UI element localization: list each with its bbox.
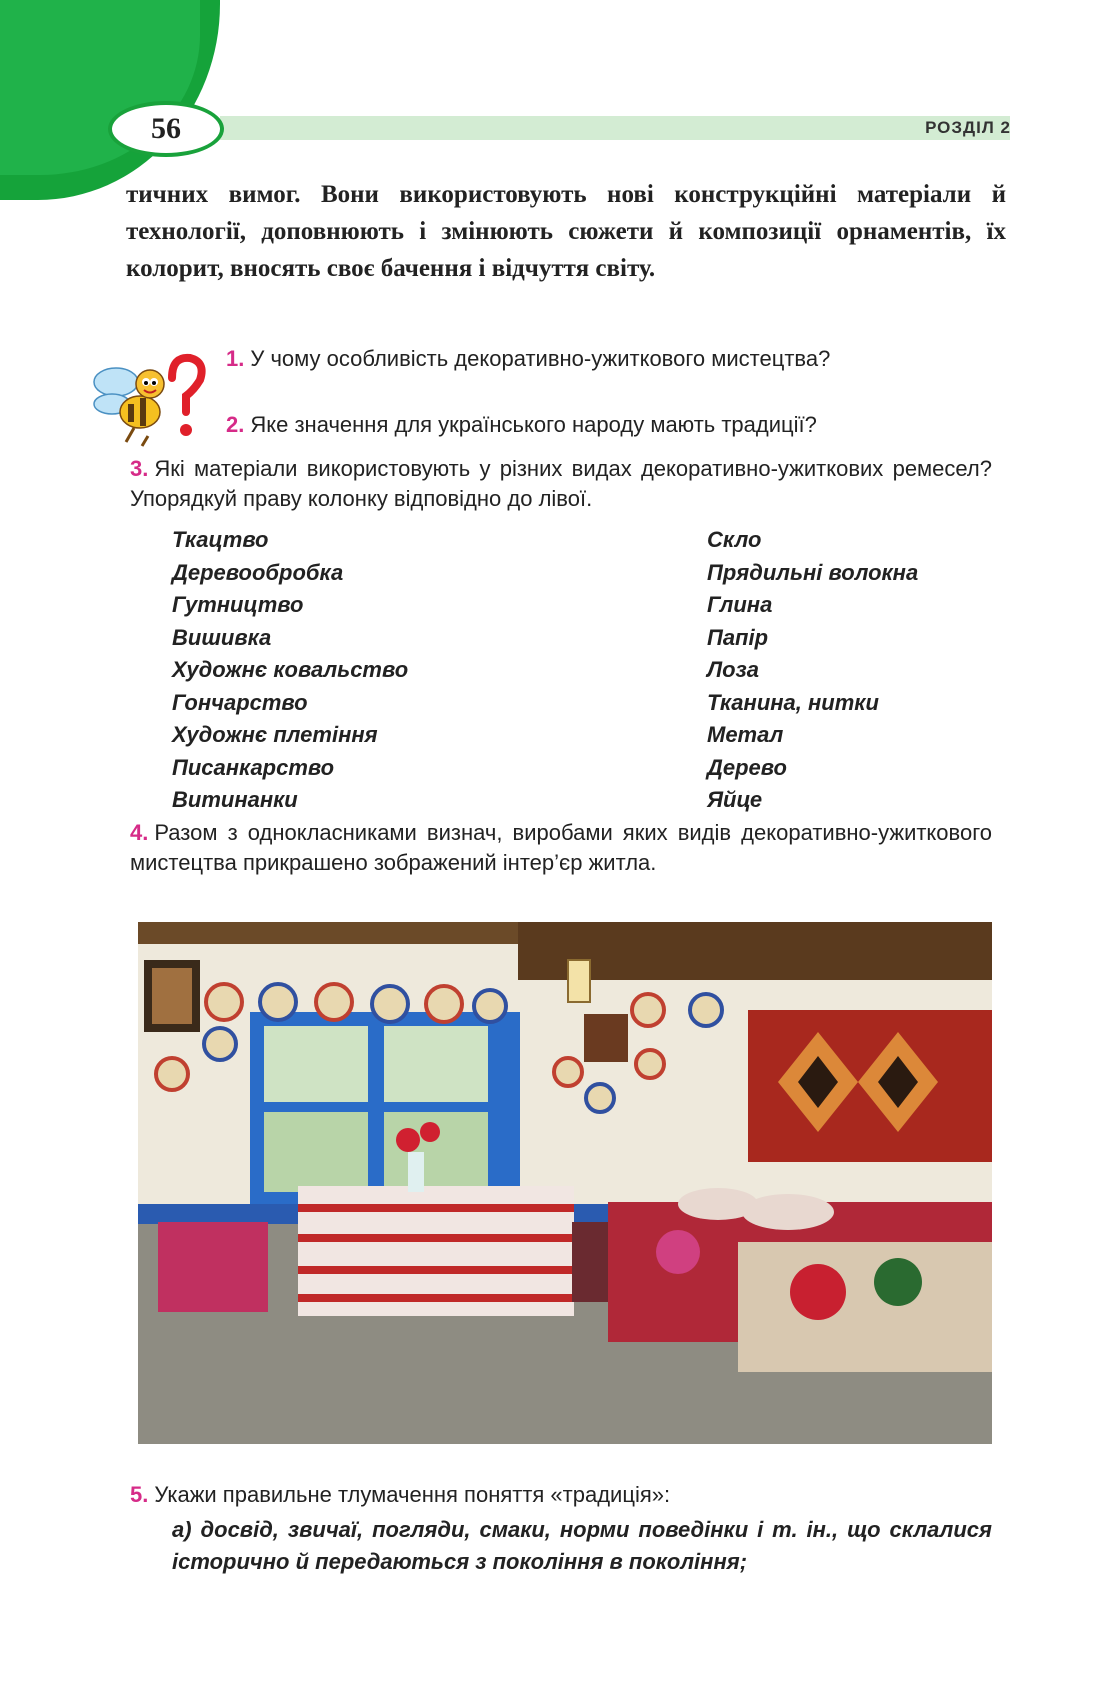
matching-columns (172, 524, 992, 817)
question-number: 3. (130, 456, 149, 481)
craft-item: Деревообробка (172, 559, 344, 585)
matching-row (172, 524, 992, 557)
question-3 (130, 454, 992, 514)
craft-item: Писанкарство (172, 754, 335, 780)
material-item: Прядильні волокна (707, 559, 919, 585)
interior-photo (138, 922, 992, 1444)
section-title: РОЗДІЛ 2 (925, 118, 1011, 137)
matching-row (172, 589, 992, 622)
intro-paragraph: тичних вимог. Вони використовують нові конструкційні матеріали й технології, доповнюють і змінюють сюжети й композиції орнаментів, їх колорит, вносять своє бачення і відчуття світу. (126, 181, 1006, 282)
question-number: 2. (226, 412, 245, 437)
material-item: Метал (707, 722, 784, 747)
material-item: Дерево (707, 754, 787, 780)
matching-row (172, 719, 992, 752)
craft-item: Художнє ковальство (172, 657, 409, 682)
material-item: Лоза (707, 657, 760, 682)
matching-row (172, 687, 992, 720)
craft-item: Витинанки (172, 787, 298, 812)
question-text: Укажи правильне тлумачення поняття «традиція»: (154, 1482, 671, 1507)
question-4 (130, 818, 992, 878)
craft-item: Вишивка (172, 624, 272, 650)
question-number: 5. (130, 1482, 149, 1507)
bee-question-mascot-icon (88, 352, 208, 448)
craft-item: Гутництво (172, 592, 304, 617)
craft-item: Ткацтво (172, 527, 269, 552)
matching-row (172, 784, 992, 817)
material-item: Яйце (707, 787, 763, 812)
question-number: 1. (226, 346, 245, 371)
question-1 (226, 344, 994, 374)
matching-row (172, 557, 992, 590)
question-text: Які матеріали використовують у різних видах декоративно-ужиткових ремесел? Упорядкуй праву колонку відповідно до лівої. (130, 456, 992, 511)
header-bar (220, 116, 1010, 140)
material-item: Папір (707, 624, 769, 650)
craft-item: Гончарство (172, 689, 308, 715)
question-2 (226, 410, 1016, 440)
matching-row (172, 654, 992, 687)
question-5 (130, 1480, 992, 1510)
interior-photo-drawing (138, 922, 992, 1444)
material-item: Глина (707, 592, 773, 617)
material-item: Скло (707, 527, 762, 552)
question-text: У чому особливість декоративно-ужиткового мистецтва? (250, 346, 831, 371)
material-item: Тканина, нитки (707, 689, 879, 715)
question-text: Разом з однокласниками визнач, виробами яких видів декоративно-ужиткового мистецтва прикрашено зображений інтер’єр житла. (130, 820, 992, 875)
answer-option-a: а) досвід, звичаї, погляди, смаки, норми поведінки і т. ін., що склалися історично й передаються з покоління в покоління; (172, 1517, 992, 1574)
matching-row (172, 622, 992, 655)
matching-row (172, 752, 992, 785)
craft-item: Художнє плетіння (172, 722, 378, 747)
question-number: 4. (130, 820, 149, 845)
question-text: Яке значення для українського народу мають традиції? (250, 412, 817, 437)
page-number: 56 (108, 101, 224, 157)
